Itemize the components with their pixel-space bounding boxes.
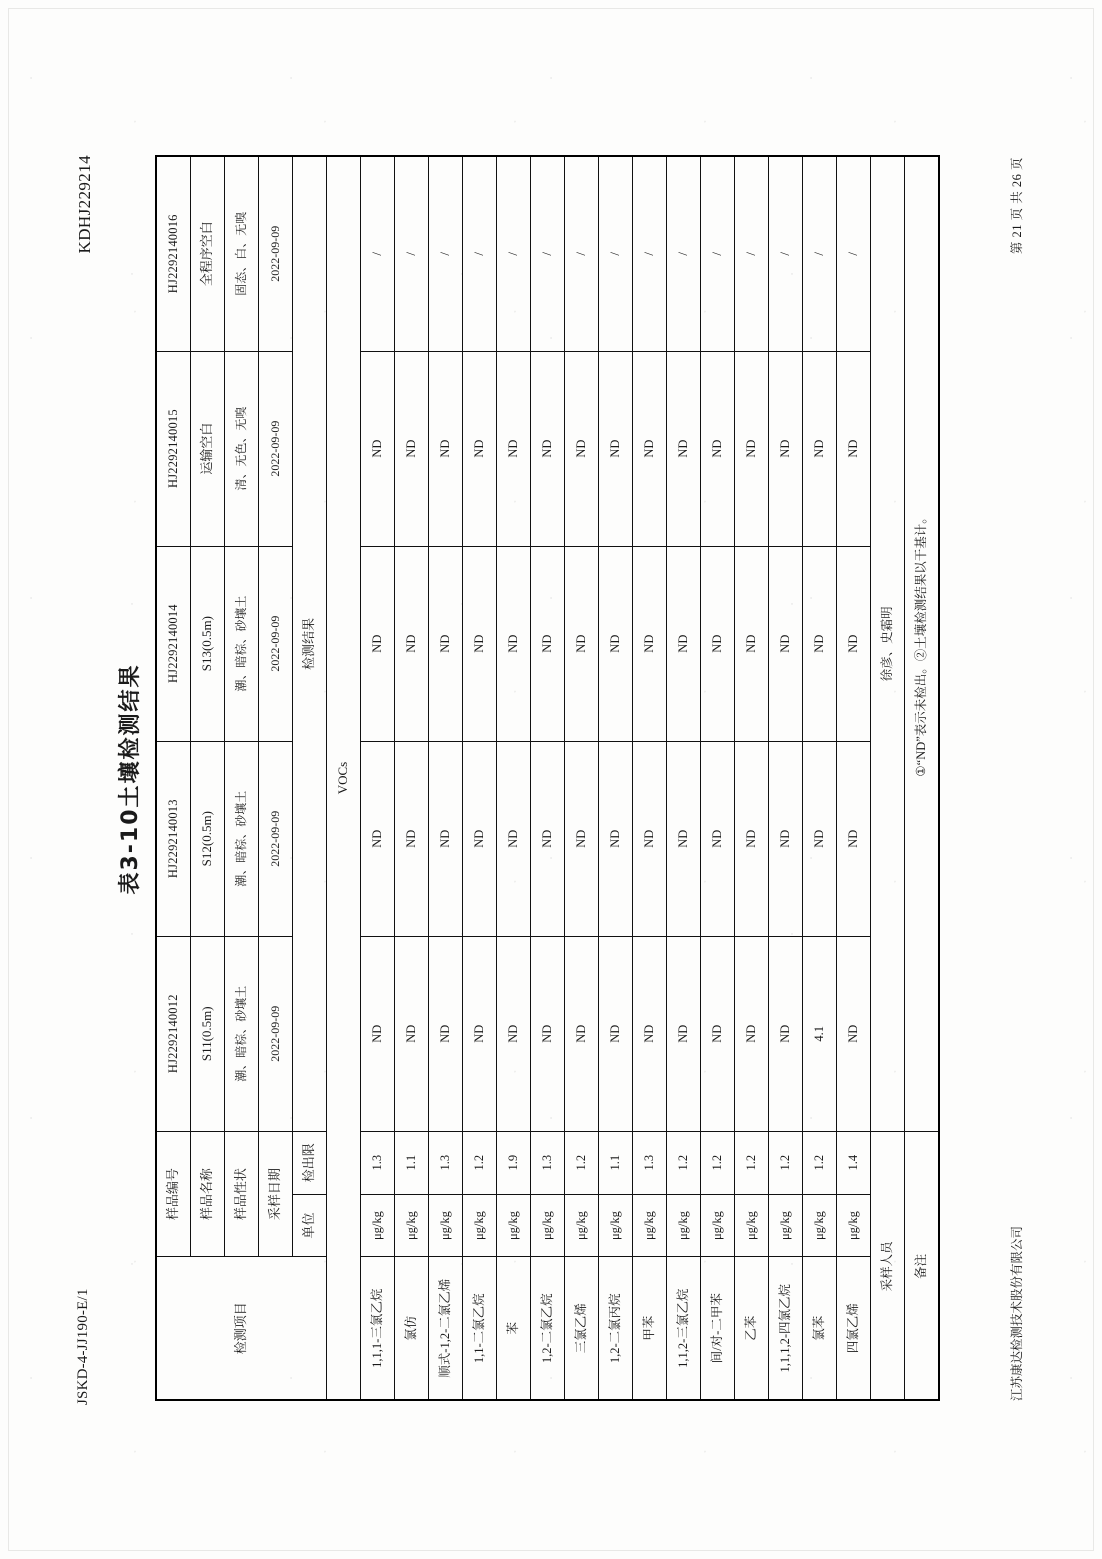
sample-property-cell: 潮、暗棕、砂壤土: [225, 741, 259, 936]
result-cell: ND: [803, 351, 837, 546]
result-cell: /: [633, 156, 667, 351]
sampling-date-cell: 2022-09-09: [259, 546, 293, 741]
table-row: [361, 156, 395, 1400]
result-cell: ND: [735, 351, 769, 546]
result-cell: ND: [395, 351, 429, 546]
analyte-unit: μg/kg: [633, 1194, 667, 1257]
result-cell: /: [361, 156, 395, 351]
table-row: [769, 156, 803, 1400]
header-sampling-date: 采样日期: [259, 1131, 293, 1257]
analyte-unit: μg/kg: [667, 1194, 701, 1257]
sample-name-cell: 全程序空白: [191, 156, 225, 351]
row-remark: [905, 156, 940, 1400]
header-detection-limit: 检出限: [293, 1131, 327, 1194]
result-cell: ND: [463, 741, 497, 936]
analyte-detection-limit: 1.2: [701, 1131, 735, 1194]
sampling-date-cell: 2022-09-09: [259, 351, 293, 546]
result-cell: ND: [463, 351, 497, 546]
result-cell: ND: [803, 546, 837, 741]
analyte-unit: μg/kg: [701, 1194, 735, 1257]
row-sample-name: [191, 156, 225, 1400]
analyte-unit: μg/kg: [361, 1194, 395, 1257]
header-sample-property: 样品性状: [225, 1131, 259, 1257]
soil-results-table: [155, 155, 940, 1401]
result-cell: ND: [429, 936, 463, 1131]
result-cell: ND: [837, 546, 871, 741]
analyte-unit: μg/kg: [429, 1194, 463, 1257]
row-unit-dl-band: [293, 156, 327, 1400]
analyte-name: 1,1,1-三氯乙烷: [361, 1257, 395, 1400]
analyte-name: 苯: [497, 1257, 531, 1400]
result-cell: ND: [395, 546, 429, 741]
table-row: [599, 156, 633, 1400]
result-cell: /: [565, 156, 599, 351]
analyte-detection-limit: 1.3: [633, 1131, 667, 1194]
sample-name-cell: S13(0.5m): [191, 546, 225, 741]
result-cell: /: [667, 156, 701, 351]
result-cell: ND: [497, 741, 531, 936]
analyte-unit: μg/kg: [735, 1194, 769, 1257]
analyte-detection-limit: 1.9: [497, 1131, 531, 1194]
analyte-unit: μg/kg: [803, 1194, 837, 1257]
row-sampling-date: [259, 156, 293, 1400]
analyte-unit: μg/kg: [769, 1194, 803, 1257]
result-cell: ND: [769, 741, 803, 936]
result-cell: ND: [531, 351, 565, 546]
result-cell: /: [701, 156, 735, 351]
result-cell: ND: [837, 351, 871, 546]
analyte-detection-limit: 1.2: [803, 1131, 837, 1194]
header-result-band: 检测结果: [293, 156, 327, 1131]
analyte-name: 1,2-二氯丙烷: [599, 1257, 633, 1400]
result-cell: ND: [667, 936, 701, 1131]
analyte-name: 甲苯: [633, 1257, 667, 1400]
result-cell: /: [531, 156, 565, 351]
result-cell: ND: [463, 936, 497, 1131]
result-cell: ND: [497, 351, 531, 546]
analyte-detection-limit: 1.3: [531, 1131, 565, 1194]
row-sampler: [871, 156, 905, 1400]
table-row: [565, 156, 599, 1400]
header-remark: 备注: [905, 1131, 940, 1400]
analyte-unit: μg/kg: [497, 1194, 531, 1257]
result-cell: /: [497, 156, 531, 351]
header-test-item: 检测项目: [156, 1257, 327, 1400]
analyte-unit: μg/kg: [395, 1194, 429, 1257]
result-cell: ND: [769, 936, 803, 1131]
header-sampler: 采样人员: [871, 1131, 905, 1400]
result-cell: /: [395, 156, 429, 351]
sample-no-cell: HJ2292140012: [156, 936, 191, 1131]
analyte-name: 三氯乙烯: [565, 1257, 599, 1400]
analyte-name: 乙苯: [735, 1257, 769, 1400]
analyte-name: 1,1-二氯乙烷: [463, 1257, 497, 1400]
result-cell: ND: [633, 351, 667, 546]
header-sample-name: 样品名称: [191, 1131, 225, 1257]
form-code: JSKD-4-JJ190-E/1: [75, 1288, 91, 1405]
result-cell: ND: [599, 546, 633, 741]
remark-value: ①“ND”表示未检出。②土壤检测结果以干基计。: [905, 156, 940, 1131]
result-cell: ND: [531, 936, 565, 1131]
analyte-detection-limit: 1.2: [735, 1131, 769, 1194]
table-row: [735, 156, 769, 1400]
result-cell: ND: [565, 741, 599, 936]
result-cell: ND: [735, 546, 769, 741]
result-cell: ND: [837, 741, 871, 936]
analyte-detection-limit: 1.3: [429, 1131, 463, 1194]
analyte-detection-limit: 1.2: [667, 1131, 701, 1194]
analyte-detection-limit: 1.1: [395, 1131, 429, 1194]
result-cell: ND: [599, 936, 633, 1131]
analyte-detection-limit: 1.4: [837, 1131, 871, 1194]
analyte-unit: μg/kg: [531, 1194, 565, 1257]
sampling-date-cell: 2022-09-09: [259, 741, 293, 936]
page-title: 表3-10土壤检测结果: [118, 663, 143, 895]
report-sheet: [51, 69, 1051, 1489]
result-cell: ND: [701, 936, 735, 1131]
analyte-detection-limit: 1.2: [769, 1131, 803, 1194]
result-cell: ND: [395, 741, 429, 936]
result-cell: /: [463, 156, 497, 351]
result-cell: ND: [395, 936, 429, 1131]
result-cell: ND: [361, 546, 395, 741]
result-cell: /: [803, 156, 837, 351]
analyte-unit: μg/kg: [565, 1194, 599, 1257]
result-cell: ND: [633, 936, 667, 1131]
result-cell: ND: [429, 741, 463, 936]
result-cell: ND: [565, 936, 599, 1131]
header-unit: 单位: [293, 1194, 327, 1257]
table-row: [429, 156, 463, 1400]
sample-no-cell: HJ2292140013: [156, 741, 191, 936]
table-row: [837, 156, 871, 1400]
analyte-name: 四氯乙烯: [837, 1257, 871, 1400]
result-cell: ND: [701, 741, 735, 936]
result-cell: ND: [837, 936, 871, 1131]
result-cell: ND: [565, 546, 599, 741]
analyte-unit: μg/kg: [599, 1194, 633, 1257]
result-cell: ND: [497, 546, 531, 741]
result-cell: ND: [769, 546, 803, 741]
report-id: KDHJ229214: [75, 155, 94, 254]
result-cell: ND: [667, 546, 701, 741]
analyte-name: 1,2-二氯乙烷: [531, 1257, 565, 1400]
result-cell: ND: [769, 351, 803, 546]
result-cell: ND: [633, 741, 667, 936]
sample-name-cell: S12(0.5m): [191, 741, 225, 936]
result-cell: ND: [803, 741, 837, 936]
analyte-name: 氯苯: [803, 1257, 837, 1400]
result-cell: ND: [599, 351, 633, 546]
analyte-detection-limit: 1.2: [565, 1131, 599, 1194]
table-row: [667, 156, 701, 1400]
header-sample-no: 样品编号: [156, 1131, 191, 1257]
result-cell: ND: [429, 351, 463, 546]
result-cell: /: [769, 156, 803, 351]
sample-property-cell: 潮、暗棕、砂壤土: [225, 936, 259, 1131]
table-body: [156, 156, 939, 1400]
result-cell: ND: [701, 546, 735, 741]
result-cell: ND: [531, 741, 565, 936]
analyte-unit: μg/kg: [463, 1194, 497, 1257]
sample-name-cell: S11(0.5m): [191, 936, 225, 1131]
result-cell: ND: [463, 546, 497, 741]
row-group-vocs: [327, 156, 361, 1400]
table-row: [803, 156, 837, 1400]
sample-property-cell: 潮、暗棕、砂壤土: [225, 546, 259, 741]
sampler-value: 徐彦、史霜明: [871, 156, 905, 1131]
analyte-name: 氯仿: [395, 1257, 429, 1400]
analyte-name: 1,1,1,2-四氯乙烷: [769, 1257, 803, 1400]
analyte-name: 顺式-1,2-二氯乙烯: [429, 1257, 463, 1400]
result-cell: ND: [701, 351, 735, 546]
analyte-unit: μg/kg: [837, 1194, 871, 1257]
result-cell: ND: [429, 546, 463, 741]
analyte-name: 1,1,2-三氯乙烷: [667, 1257, 701, 1400]
result-cell: ND: [497, 936, 531, 1131]
analyte-detection-limit: 1.2: [463, 1131, 497, 1194]
result-cell: ND: [565, 351, 599, 546]
result-cell: /: [735, 156, 769, 351]
result-cell: ND: [667, 741, 701, 936]
table-row: [531, 156, 565, 1400]
footer-company: 江苏康达检测技术股份有限公司: [1010, 1225, 1024, 1401]
sample-property-cell: 清、无色、无嗅: [225, 351, 259, 546]
sample-property-cell: 固态、白、无嗅: [225, 156, 259, 351]
table-row: [701, 156, 735, 1400]
group-label-vocs: VOCs: [327, 156, 361, 1400]
result-cell: ND: [361, 741, 395, 936]
analyte-detection-limit: 1.3: [361, 1131, 395, 1194]
row-sample-no: [156, 156, 191, 1400]
result-cell: ND: [361, 351, 395, 546]
analyte-name: 间/对-二甲苯: [701, 1257, 735, 1400]
table-row: [395, 156, 429, 1400]
result-cell: 4.1: [803, 936, 837, 1131]
table-row: [497, 156, 531, 1400]
result-cell: /: [599, 156, 633, 351]
sample-no-cell: HJ2292140015: [156, 351, 191, 546]
table-row: [463, 156, 497, 1400]
row-sample-property: [225, 156, 259, 1400]
result-cell: ND: [735, 741, 769, 936]
result-cell: /: [837, 156, 871, 351]
result-cell: ND: [633, 546, 667, 741]
result-cell: ND: [667, 351, 701, 546]
sample-no-cell: HJ2292140016: [156, 156, 191, 351]
table-row: [633, 156, 667, 1400]
sampling-date-cell: 2022-09-09: [259, 156, 293, 351]
result-cell: ND: [361, 936, 395, 1131]
result-cell: ND: [599, 741, 633, 936]
result-cell: ND: [531, 546, 565, 741]
analyte-detection-limit: 1.1: [599, 1131, 633, 1194]
result-cell: /: [429, 156, 463, 351]
sample-no-cell: HJ2292140014: [156, 546, 191, 741]
sample-name-cell: 运输空白: [191, 351, 225, 546]
footer-page: 第 21 页 共 26 页: [1010, 157, 1024, 255]
result-cell: ND: [735, 936, 769, 1131]
sampling-date-cell: 2022-09-09: [259, 936, 293, 1131]
